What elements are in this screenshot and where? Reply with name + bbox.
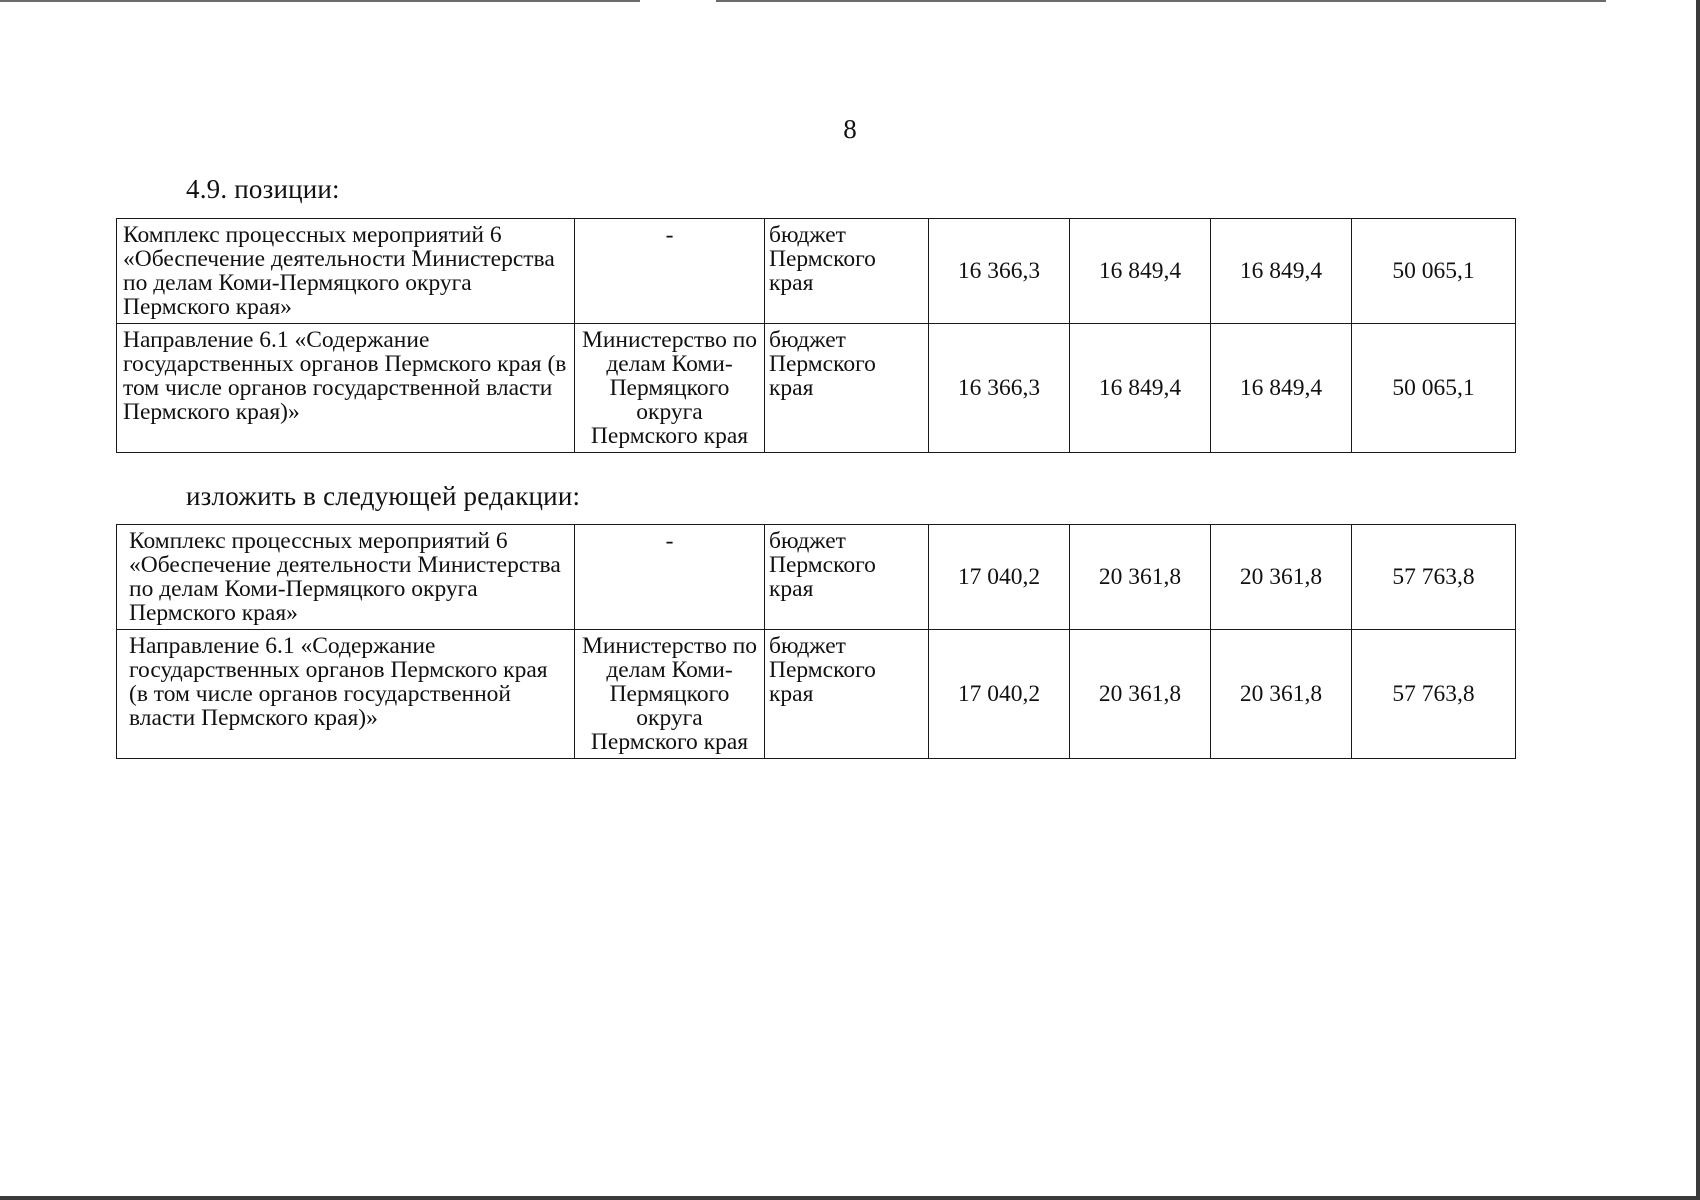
section-heading-new-edition: изложить в следующей редакции: — [186, 481, 581, 511]
scan-edge-bottom — [0, 1196, 1700, 1200]
cell-value-2: 16 849,4 — [1070, 219, 1211, 324]
cell-executor: - — [575, 525, 765, 630]
table-row — [117, 324, 1516, 453]
cell-total: 50 065,1 — [1352, 219, 1516, 324]
scan-edge-top-right — [716, 0, 1606, 2]
cell-value-2: 20 361,8 — [1070, 630, 1211, 759]
cell-source: бюджет Пермского края — [765, 219, 929, 324]
cell-executor: Министерство по делам Коми-Пермяцкого округа Пермского края — [575, 630, 765, 759]
table-old-positions — [116, 218, 1516, 453]
cell-name: Комплекс процессных мероприятий 6 «Обеспечение деятельности Министерства по делам Коми-Пермяцкого округа Пермского края» — [117, 525, 575, 630]
scan-edge-top-left — [0, 0, 640, 2]
cell-executor: - — [575, 219, 765, 324]
section-heading-positions: 4.9. позиции: — [186, 174, 340, 204]
cell-value-2: 20 361,8 — [1070, 525, 1211, 630]
cell-total: 50 065,1 — [1352, 324, 1516, 453]
scan-edge-right — [1696, 0, 1700, 1200]
table-row — [117, 630, 1516, 759]
cell-value-3: 20 361,8 — [1211, 525, 1352, 630]
cell-value-3: 20 361,8 — [1211, 630, 1352, 759]
cell-value-1: 16 366,3 — [929, 219, 1070, 324]
cell-source: бюджет Пермского края — [765, 324, 929, 453]
table-row — [117, 525, 1516, 630]
table-row — [117, 219, 1516, 324]
cell-value-1: 17 040,2 — [929, 525, 1070, 630]
cell-name: Направление 6.1 «Содержание государственных органов Пермского края (в том числе органов государственной власти Пермского края)» — [117, 324, 575, 453]
cell-source: бюджет Пермского края — [765, 525, 929, 630]
cell-total: 57 763,8 — [1352, 630, 1516, 759]
cell-value-1: 17 040,2 — [929, 630, 1070, 759]
cell-executor: Министерство по делам Коми-Пермяцкого округа Пермского края — [575, 324, 765, 453]
page-number: 8 — [843, 114, 857, 144]
table-new-edition — [116, 524, 1516, 759]
cell-value-2: 16 849,4 — [1070, 324, 1211, 453]
cell-value-1: 16 366,3 — [929, 324, 1070, 453]
cell-name: Направление 6.1 «Содержание государственных органов Пермского края (в том числе органов государственной власти Пермского края)» — [117, 630, 575, 759]
cell-value-3: 16 849,4 — [1211, 219, 1352, 324]
cell-value-3: 16 849,4 — [1211, 324, 1352, 453]
cell-source: бюджет Пермского края — [765, 630, 929, 759]
cell-total: 57 763,8 — [1352, 525, 1516, 630]
cell-name: Комплекс процессных мероприятий 6 «Обеспечение деятельности Министерства по делам Коми-Пермяцкого округа Пермского края» — [117, 219, 575, 324]
